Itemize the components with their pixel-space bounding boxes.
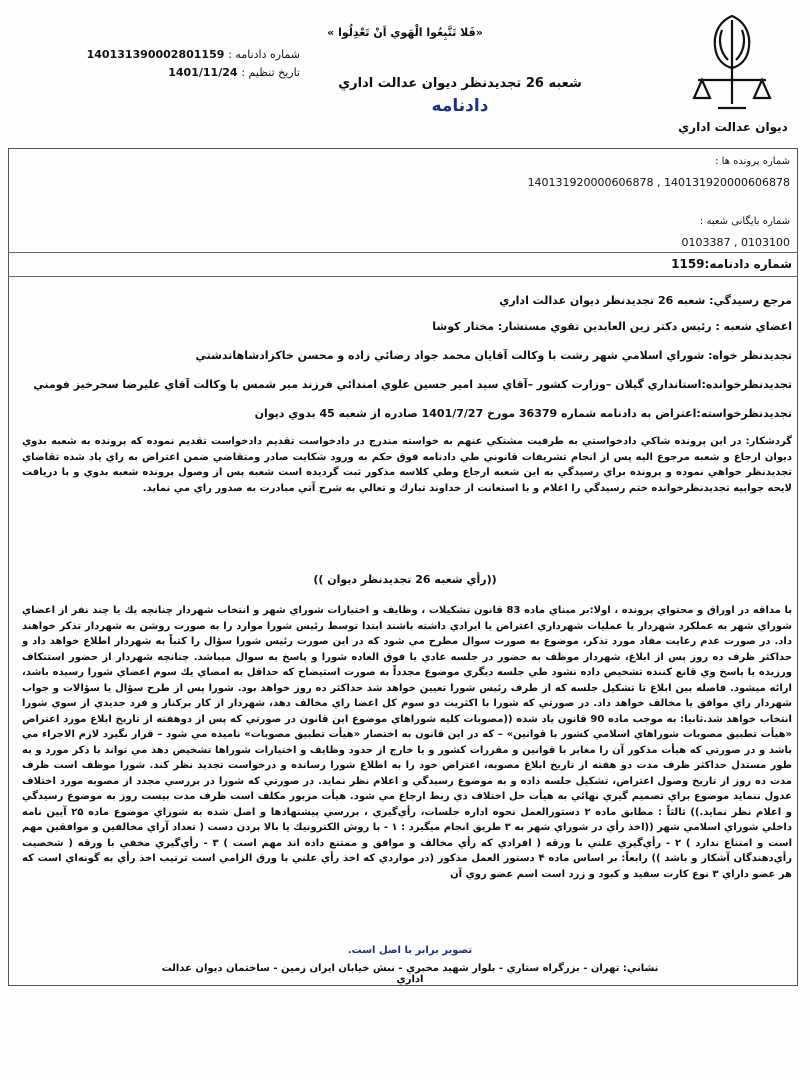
- address-line: نشاني: تهران - بزرگراه ستاري - بلوار شهيد مخبري - نبش خيابان ايران زمين - ساختمان ديوان عدالت اداري: [161, 963, 659, 985]
- divider: [8, 276, 798, 277]
- procedure-paragraph: گردشكار: در اين پرونده شاكي دادخواستي به طرفيت مشتكي عنهم به خواسته مندرج در دادخواست تقديم دادخواست تقديم نموده كه پرونده به شعبه بدوي ديوان ارجاع و شعبه مرجوع اليه پس از انجام تشريفات قانوني طي دادنامه فوق حكم به ورود شكايت صادر ومتقاضي ضمن اعتراض به راي ياد شده تقاضاي تجديدنظر خواهي نموده و پرونده براي رسيدگي به اين شعبه ارجاع وطي كلاسه مذكور ثبت گرديده است شعبه پس از وصول پرونده شعبه بدوي و با دريافت لايحه جوابيه تجديدنظرخوانده ختم رسيدگي را اعلام و با استعانت از خداوند تبارك و تعالي به شرح آتي مبادرت به صدور راي مي نمايد.: [22, 436, 792, 494]
- motto-text: «فَلا تَتَّبِعُوا الْهَوي اَنْ تَعْدِلُوا »: [327, 26, 483, 39]
- verdict-heading: ((رأي شعبه 26 تجديدنظر ديوان )): [313, 573, 497, 586]
- ruling-number-label: شماره دادنامه :: [228, 48, 300, 61]
- ruling-number-line: [60, 48, 300, 61]
- request-line: تجديدنظرخواسته:اعتراض به دادنامه شماره 36379 مورخ 1401/7/27 صادره از شعبه 45 بدوي ديوان: [254, 407, 792, 420]
- case-numbers-label: شماره پرونده ها :: [715, 156, 790, 167]
- branch-title: شعبه 26 تجدیدنظر دیوان عدالت اداري: [338, 76, 582, 91]
- verdict-paragraph: با مداقه در اوراق و محتواي پرونده ، اولا:بر مبناي ماده 83 قانون تشكيلات ، وظايف و اختيارات شوراي شهر و انتخاب شهردار چنانچه يك يا چند نفر از اعضاي شوراي شهر به عملكرد شهردار يا عمليات شهرداري اعتراض يا ايرادي داشته باشند ابتدا توسط رئيس شورا موارد را به صورت روشن به شهردار تذكر خواهند داد. در صورت عدم رعايت مفاد مورد تذكر، موضوع به صورت سوال مطرح مي شود كه در اين صورت رئيس شورا سؤال را كتباً به شهردار اطلاع خواهد داد و حداكثر ظرف ده روز پس از ابلاغ، شهردار موظف به حضور در جلسه عادي يا فوق العاده شورا و پاسخ به سوال ميباشد. چنانچه شهردار از حضور استنكاف ورزيده يا پاسخ وي قانع كننده تشخيص داده نشود طي جلسه ديگري موضوع مجدداً به صورت استيضاح كه حداقل به امضاي يك سوم اعضاي شورا رسيده باشد، ارائه ميشود. فاصله بين ابلاغ تا تشكيل جلسه كه از طرف رئيس شورا تعيين خواهد شد حداكثر ده روز خواهد بود. شورا پس از طرح سؤال يا سؤالات و جواب شهردار راي موافق يا مخالف خواهد داد. در صورتي كه شورا با اكثريت دو سوم كل اعضا راي مخالف دهد، شهردار از كار بركنار و فرد جديدي از سوي شورا انتخاب خواهد شد.ثانيا: به موجب ماده 90 قانون ياد شده ((مصوبات كليه شوراهاي موضوع اين قانون در صورتي كه پس از دوهفته از تاريخ ابلاغ مورد اعتراض «هيأت تطبيق مصوبات شوراهاي اسلامي كشور با قوانين» – كه در اين قانون به اختصار «هيأت تطبيق مصوبات» ناميده مي شود – قرار نگيرد لازم الاجراء مي باشد و در صورتي كه هيأت مذكور آن را مغاير با قوانين و مقررات كشور و يا خارج از حدود وظايف و اختيارات شوراها تشخيص دهد مي تواند با ذكر مورد و به طور مستدل حداكثر ظرف مدت دو هفته از تاريخ ابلاغ مصوبه، اعتراض خود را به اطلاع شورا رسانده و درخواست تجديد نظر كند. شورا موظف است ظرف مدت ده روز از تاريخ وصول اعتراض، تشكيل جلسه داده و به موضوع رسيدگي و اعلام نظر نمايد. در صورتي كه شورا در بررسي مجدد از مصوبه مورد اختلاف عدول ننمايد موضوع براي تصميم گيري نهائي به هيأت حل اختلاف ذي ربط ارجاع مي شود. هيأت مزبور مكلف است ظرف مدت بيست روز به موضوع رسيدگي و اعلام نظر نمايد.)) ثالثاً : مطابق ماده ۲ دستورالعمل نحوه اداره جلسات، رأي‌گيري ، بررسي پيشنهادها و اصل شده به شوراي موضوع ماده ۲۵ آيين نامه داخلي شوراي اسلامي شهر ((اخذ رأي در شوراي شهر به ۳ طريق انجام ميگيرد : ۱ - با روش الكترونيك يا بالا بردن دست ( تعداد آراي مخالفين و موافقين مهم است و امتناع ندارد ) ۲ - رأي‌گيري علني با ورقه ( افرادي كه رأي مخالف و موافق و ممتنع داده اند مهم است ) ۳ - رأي‌گيري مخفي با ورقه ( شخصيت رأي‌دهندگان آشكار و باشد )) رابعاً: بر اساس ماده ۴ دستور العمل مذكور (در مواردي كه اخذ رأي علني با ورق الزامي است ترتيب اخذ رأي به گونه‌اي است كه هر عضو داراي ۳ نوع كارت سفيد و كبود و زرد است اسم عضو روي آن: [22, 605, 792, 880]
- archive-number-label: شماره بایگانی شعبه :: [699, 216, 790, 227]
- emblem-caption: ديوان عدالت اداري: [678, 120, 788, 134]
- divider: [8, 252, 798, 253]
- iran-emblem-icon: [688, 8, 776, 120]
- ruling-number-short: شماره دادنامه:1159: [671, 257, 792, 271]
- ruling-number-value: 140131390002801159: [86, 48, 225, 61]
- case-numbers-value: 140131920000606878 , 140131920000606878: [527, 176, 790, 189]
- issue-date-value: 1401/11/24: [168, 66, 238, 79]
- members-line: اعضاي شعبه : رئيس دكتر زين العابدين تقوي مستشار: مختار كوشا: [432, 320, 792, 333]
- issue-date-label: تاریخ تنظیم :: [241, 66, 300, 79]
- document-title: دادنامه: [431, 96, 489, 116]
- reference-line: مرجع رسيدگي: شعبه 26 تجديدنظر ديوان عدالت اداري: [499, 294, 792, 307]
- copy-certification-note: تصوير برابر با اصل است.: [347, 945, 473, 956]
- issue-date-line: [60, 66, 300, 79]
- archive-number-value: 0103387 , 0103100: [681, 236, 790, 249]
- appellee-line: تجديدنظرخوانده:استانداري گيلان –وزارت كشور –آقاي سيد امير حسين علوي امندائي فرزند مير شمس با وكالت آقاي عليرضا سحرخيز فومني: [33, 378, 792, 391]
- appellant-line: تجديدنظر خواه: شوراي اسلامي شهر رشت با وكالت آقايان محمد جواد رضائي زاده و محسن خاكزادشاهاندشتي: [195, 349, 792, 362]
